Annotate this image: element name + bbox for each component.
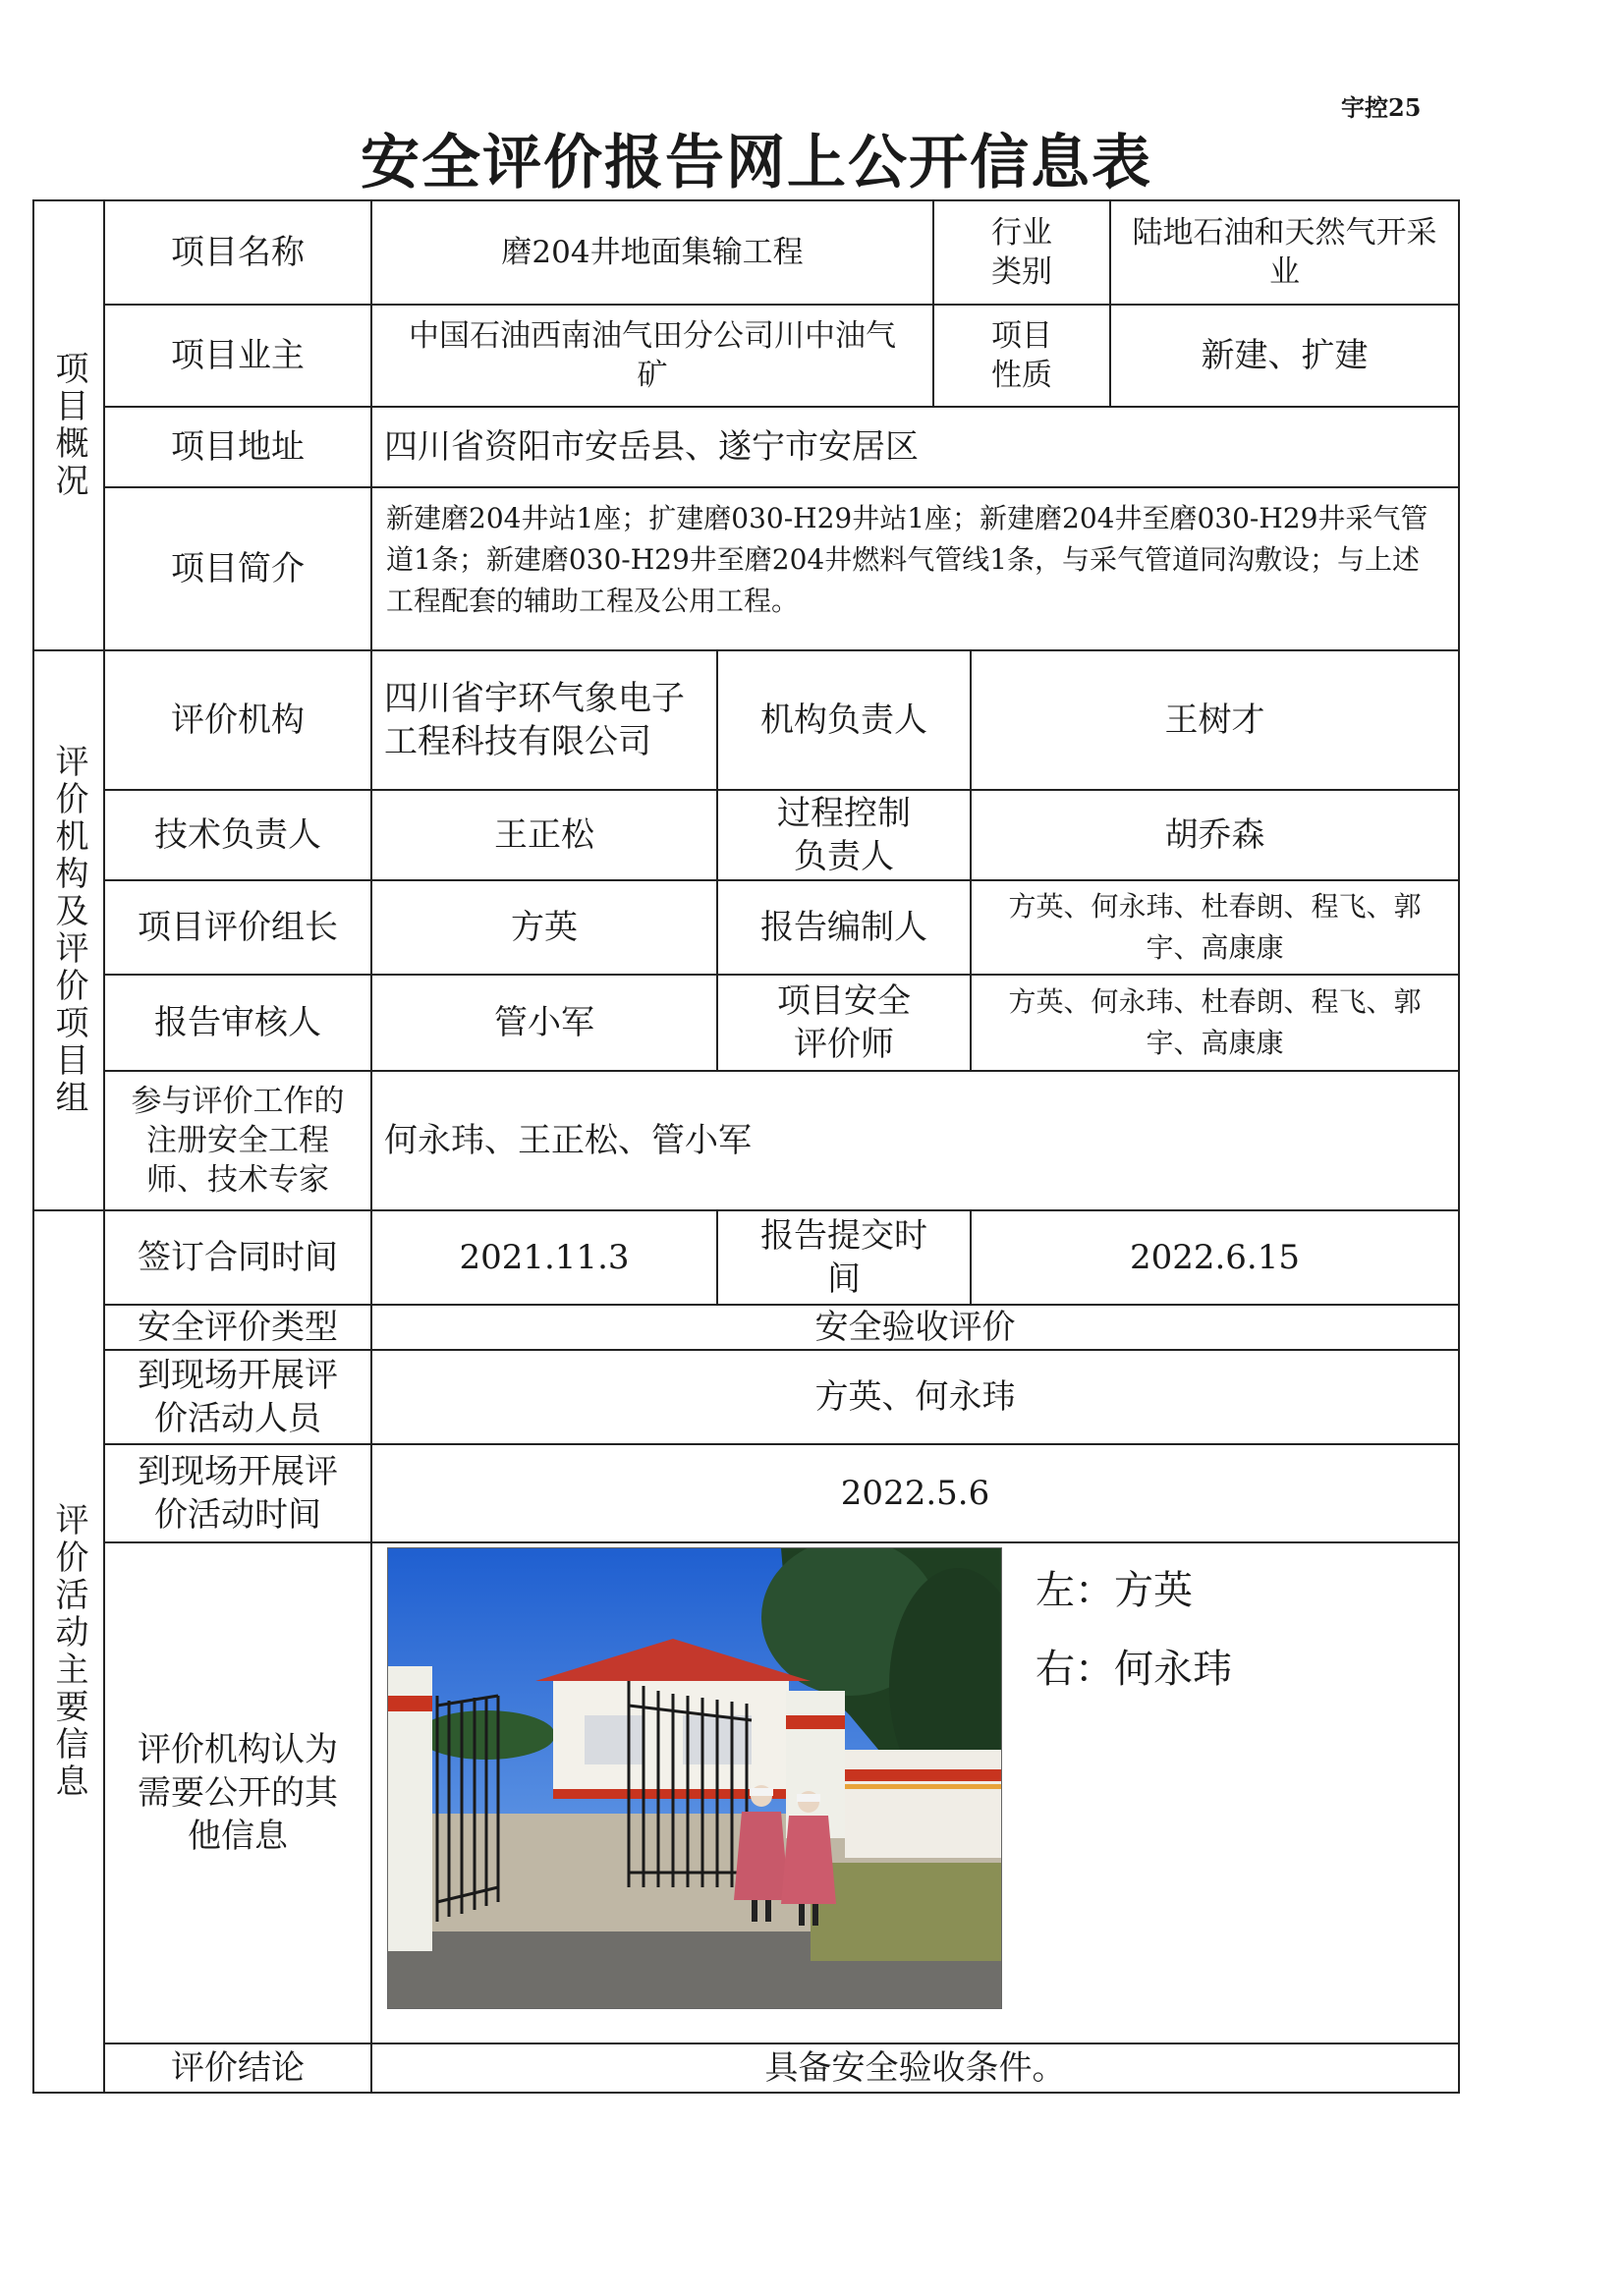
row-tech-lead — [105, 791, 1458, 881]
label-project-name: 项目名称 — [105, 201, 372, 304]
value-onsite-people: 方英、何永玮 — [814, 1376, 1016, 1417]
label-tech-lead: 技术负责人 — [105, 791, 372, 879]
caption-right-person: 右：何永玮 — [1036, 1647, 1232, 1692]
value-conclusion: 具备安全验收条件。 — [764, 2047, 1066, 2088]
section-org — [34, 651, 1458, 1211]
row-experts — [105, 1072, 1458, 1209]
info-table — [32, 199, 1460, 2094]
value-project-name: 磨204井地面集输工程 — [372, 201, 934, 304]
value-team-leader: 方英 — [372, 881, 718, 974]
row-eval-type — [105, 1306, 1458, 1351]
label-project-owner: 项目业主 — [105, 306, 372, 406]
label-agency: 评价机构 — [105, 651, 372, 789]
label-other-info: 评价机构认为需要公开的其他信息 — [105, 1543, 372, 2043]
row-onsite-time — [105, 1445, 1458, 1543]
section-label-overview: 项目概况 — [34, 201, 105, 649]
value-industry: 陆地石油和天然气开采业 — [1132, 214, 1437, 290]
label-safety-assessor: 项目安全评价师 — [718, 976, 972, 1070]
site-photo — [387, 1547, 1002, 2009]
label-eval-type: 安全评价类型 — [105, 1306, 372, 1349]
value-contract-date: 2021.11.3 — [372, 1211, 718, 1304]
document-title: 安全评价报告网上公开信息表 — [361, 129, 1152, 197]
row-project-owner — [105, 306, 1458, 408]
row-other-info — [105, 1543, 1458, 2044]
row-conclusion — [105, 2044, 1458, 2092]
row-team-leader — [105, 881, 1458, 976]
value-onsite-time: 2022.5.6 — [840, 1473, 990, 1513]
value-reviewer: 管小军 — [372, 976, 718, 1070]
label-report-writer: 报告编制人 — [718, 881, 972, 974]
value-agency-head: 王树才 — [1164, 700, 1265, 740]
row-onsite-people — [105, 1351, 1458, 1445]
value-project-summary: 新建磨204井站1座；扩建磨030-H29井站1座；新建磨204井至磨030-H29井采气管道1条；新建磨030-H29井至磨204井燃料气管线1条，与采气管道同沟敷设；与上述工程配套的辅助工程及公用工程。 — [386, 502, 1428, 617]
label-contract-date: 签订合同时间 — [105, 1211, 372, 1304]
value-eval-type: 安全验收评价 — [814, 1307, 1016, 1347]
row-project-name — [105, 201, 1458, 306]
section-overview — [34, 201, 1458, 651]
label-project-address: 项目地址 — [105, 408, 372, 486]
other-info-content — [372, 1543, 1458, 2043]
label-agency-head: 机构负责人 — [718, 651, 972, 789]
value-experts: 何永玮、王正松、管小军 — [384, 1120, 752, 1160]
section-label-org: 评价机构及评价项目组 — [34, 651, 105, 1209]
value-project-address: 四川省资阳市安岳县、遂宁市安居区 — [384, 426, 919, 467]
label-onsite-time: 到现场开展评价活动时间 — [105, 1445, 372, 1541]
row-reviewer — [105, 976, 1458, 1072]
row-dates — [105, 1211, 1458, 1306]
section-label-activity: 评价活动主要信息 — [34, 1211, 105, 2092]
label-team-leader: 项目评价组长 — [105, 881, 372, 974]
value-project-nature: 新建、扩建 — [1201, 335, 1369, 375]
row-project-address — [105, 408, 1458, 488]
section-activity — [34, 1211, 1458, 2092]
label-industry: 行业类别 — [934, 201, 1111, 304]
label-onsite-people: 到现场开展评价活动人员 — [105, 1351, 372, 1443]
label-experts: 参与评价工作的注册安全工程师、技术专家 — [105, 1072, 372, 1209]
label-submit-date: 报告提交时间 — [718, 1211, 972, 1304]
value-process-lead: 胡乔森 — [1164, 814, 1265, 855]
value-agency: 四川省宇环气象电子工程科技有限公司 — [372, 651, 718, 789]
document-code: 宇控25 — [1341, 93, 1422, 122]
label-project-nature: 项目性质 — [934, 306, 1111, 406]
value-submit-date: 2022.6.15 — [1129, 1237, 1301, 1277]
value-tech-lead: 王正松 — [372, 791, 718, 879]
value-project-owner: 中国石油西南油气田分公司川中油气矿 — [372, 306, 934, 406]
caption-left-person: 左：方英 — [1036, 1568, 1193, 1613]
label-project-summary: 项目简介 — [105, 488, 372, 649]
label-conclusion: 评价结论 — [105, 2044, 372, 2092]
value-safety-assessors: 方英、何永玮、杜春朗、程飞、郭宇、高康康 — [1008, 985, 1422, 1059]
label-reviewer: 报告审核人 — [105, 976, 372, 1070]
row-project-summary — [105, 488, 1458, 649]
row-agency — [105, 651, 1458, 791]
value-report-writers: 方英、何永玮、杜春朗、程飞、郭宇、高康康 — [1008, 890, 1422, 964]
label-process-lead: 过程控制负责人 — [718, 791, 972, 879]
